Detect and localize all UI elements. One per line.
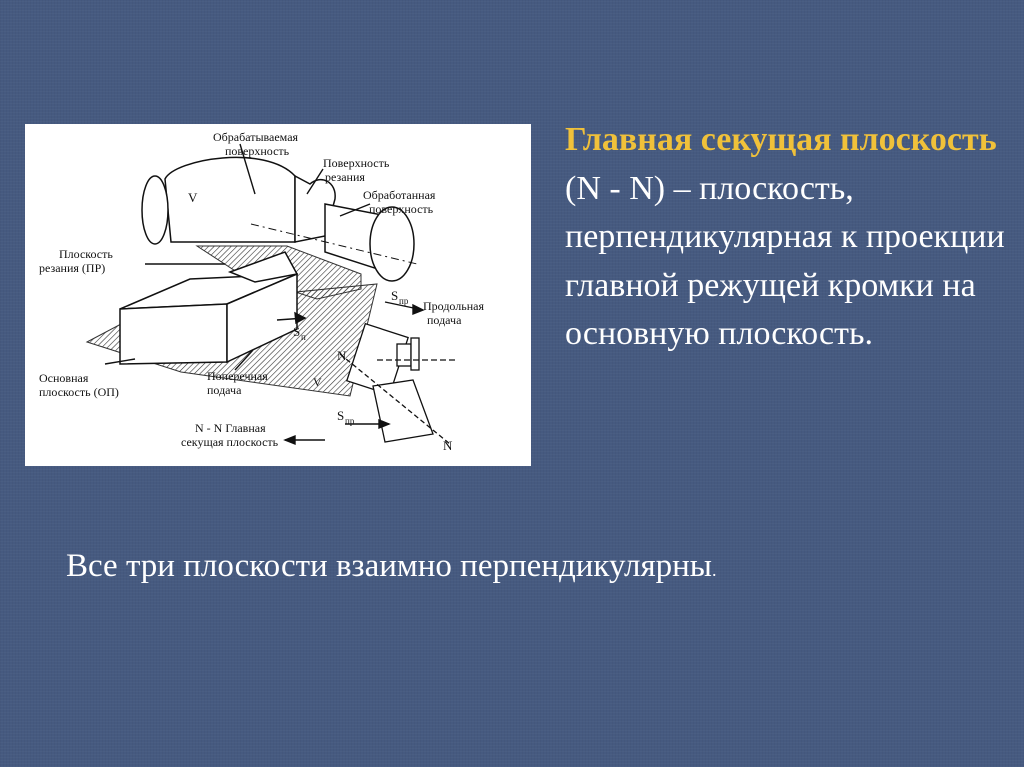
conclusion-sentence: Все три плоскости взаимно перпендикулярны [66,548,712,584]
label-s-small: S [337,408,345,423]
label-processed-surface: Обработанная [363,188,436,202]
label-s-cross-sub: п [301,332,306,342]
label-v-rotation: V [188,190,198,205]
definition-text [565,116,1005,359]
diagram-svg [25,124,531,466]
label-s-small-sub: пр [345,416,355,426]
label-cross-feed-2: подача [207,383,242,397]
definition-body: плоскость, перпендикулярная к проекции главной режущей кромки на основную плоскость. [565,169,1005,352]
conclusion-period: . [711,560,717,580]
definition-notation: (N - N) – [565,169,691,207]
conclusion-text [66,548,966,585]
label-s-longitudinal-sub: пр [399,296,409,306]
label-machined-surface: Обрабатываемая [213,130,299,144]
label-longitudinal-feed: Продольная [423,299,484,313]
label-cutting-surface: Поверхность [323,156,390,170]
label-base-plane: Основная [39,371,89,385]
definition-term: Главная секущая плоскость [565,121,997,158]
label-processed-surface-2: поверхность [369,202,434,216]
label-secant-plane: N - N Главная [195,421,266,435]
label-cutting-surface-2: резания [325,170,365,184]
label-n-bottom: N [443,438,453,453]
label-cross-feed: Поперечная [207,369,268,383]
label-n-top: N [337,348,347,363]
label-v-small: V [313,375,322,389]
label-base-plane-2: плоскость (ОП) [39,385,119,399]
label-secant-plane-2: секущая плоскость [181,435,279,449]
label-s-cross: S [293,324,301,339]
label-longitudinal-feed-2: подача [427,313,462,327]
label-cutting-plane-2: резания (ПР) [39,261,106,275]
label-s-longitudinal: S [391,288,399,303]
cutting-geometry-diagram [25,124,531,466]
label-cutting-plane: Плоскость [59,247,113,261]
label-machined-surface-2: поверхность [225,144,290,158]
